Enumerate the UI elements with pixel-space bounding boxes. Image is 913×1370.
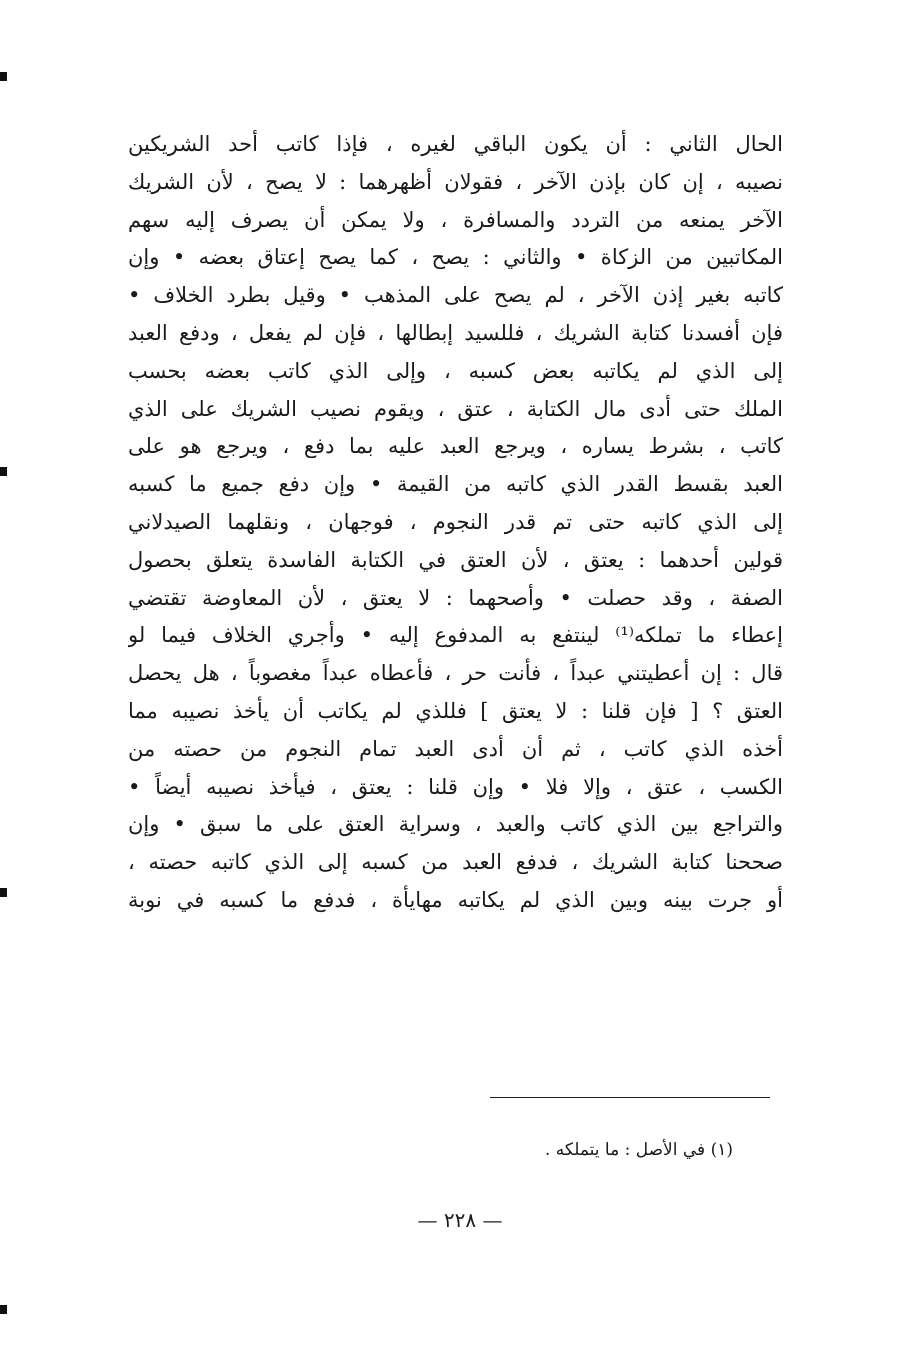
text-line-20: صححنا كتابة الشريك ، فدفع العبد من كسبه إلى الذي كاتبه حصته ،: [128, 850, 783, 875]
text-line-6: فإن أفسدنا كتابة الشريك ، فللسيد إبطالها ، فإن لم يفعل ، ودفع العبد: [128, 320, 783, 345]
text-line-16: العتق ؟ [ فإن قلنا : لا يعتق ] فللذي لم يكاتب أن يأخذ نصيبه مما: [128, 698, 783, 723]
text-line-18: الكسب ، عتق ، وإلا فلا • وإن قلنا : يعتق ، فيأخذ نصيبه أيضاً •: [128, 774, 783, 799]
scan-mark-middle: [0, 467, 7, 476]
text-line-4: المكاتبين من الزكاة • والثاني : يصح ، كما يصح إعتاق بعضه • وإن: [128, 245, 783, 270]
text-line-10: العبد بقسط القدر الذي كاتبه من القيمة • وإن دفع جميع ما كسبه: [128, 472, 783, 497]
text-line-1: الحال الثاني : أن يكون الباقي لغيره ، فإذا كاتب أحد الشريكين: [128, 132, 783, 156]
text-line-14: إعطاء ما تملكه⁽¹⁾ لينتفع به المدفوع إليه • وأجري الخلاف فيما لو: [128, 623, 783, 648]
footnote: (١) في الأصل : ما يتملكه .: [544, 1140, 733, 1160]
text-line-21: أو جرت بينه وبين الذي لم يكاتبه مهايأة ، فدفع ما كسبه في نوبة: [128, 887, 783, 912]
main-text-block: [128, 126, 783, 920]
scan-mark-lower: [0, 888, 7, 897]
text-line-19: والتراجع بين الذي كاتب والعبد ، وسراية العتق على ما سبق • وإن: [128, 812, 783, 837]
scan-mark-bottom: [0, 1305, 7, 1314]
text-line-12: قولين أحدهما : يعتق ، لأن العتق في الكتابة الفاسدة يتعلق بحصول: [128, 547, 783, 572]
text-line-5: كاتبه بغير إذن الآخر ، لم يصح على المذهب • وقيل بطرد الخلاف •: [128, 283, 783, 308]
text-line-13: الصفة ، وقد حصلت • وأصحهما : لا يعتق ، لأن المعاوضة تقتضي: [128, 585, 783, 610]
text-line-9: كاتب ، بشرط يساره ، ويرجع العبد عليه بما دفع ، ويرجع هو على: [128, 434, 783, 459]
text-line-7: إلى الذي لم يكاتبه بعض كسبه ، وإلى الذي كاتب بعضه بحسب: [128, 358, 783, 383]
footnote-divider: [490, 1097, 770, 1098]
text-line-3: الآخر يمنعه من التردد والمسافرة ، ولا يمكن أن يصرف إليه سهم: [128, 207, 783, 232]
text-line-11: إلى الذي كاتبه حتى تم قدر النجوم ، فوجهان ، ونقلهما الصيدلاني: [128, 509, 783, 534]
text-line-8: الملك حتى أدى مال الكتابة ، عتق ، ويقوم نصيب الشريك على الذي: [128, 396, 783, 421]
text-line-17: أخذه الذي كاتب ، ثم أن أدى العبد تمام النجوم من حصته من: [128, 736, 783, 761]
page-number: — ٢٢٨ —: [417, 1208, 503, 1232]
scan-mark-top: [0, 72, 7, 81]
text-line-15: قال : إن أعطيتني عبداً ، فأنت حر ، فأعطاه عبداً مغصوباً ، هل يحصل: [128, 661, 783, 686]
text-line-2: نصيبه ، إن كان بإذن الآخر ، فقولان أظهرهما : لا يصح ، لأن الشريك: [128, 169, 783, 194]
